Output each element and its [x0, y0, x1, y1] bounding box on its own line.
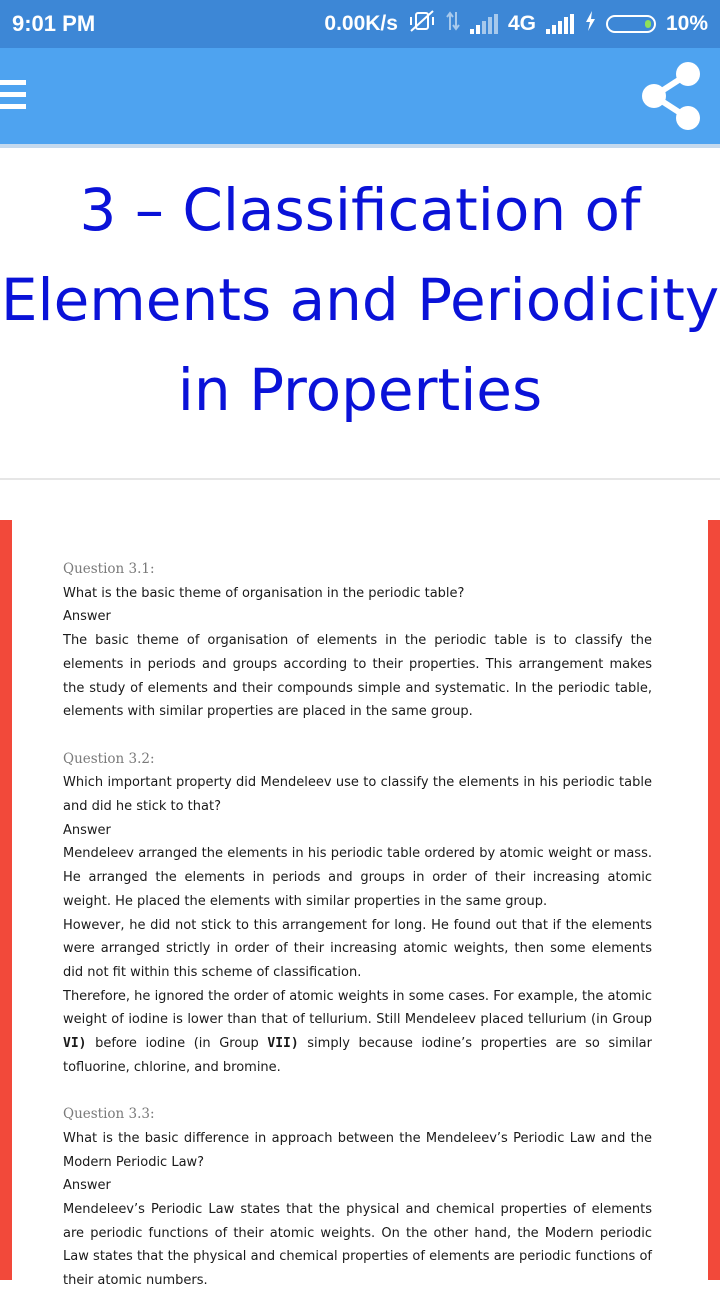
question-block-2 [63, 748, 652, 1080]
question-text: What is the basic difference in approach between the Mendeleev’s Periodic Law and the Modern Periodic Law? [63, 1130, 652, 1170]
question-text: Which important property did Mendeleev use to classify the elements in his periodic table and did he stick to that? [63, 775, 652, 815]
answer-text-part: simply because iodine’s properties are so similar tofluorine, chlorine, and bromine. [63, 1036, 652, 1075]
title-line-1: 3 – Classification of [79, 176, 641, 244]
net-speed: 0.00K/s [324, 12, 398, 35]
battery-icon [606, 15, 656, 33]
status-icons [324, 11, 708, 37]
document-right-edge [708, 520, 720, 1280]
answer-paragraph: However, he did not stick to this arrangement for long. He found out that if the elements were arranged strictly in order of their increasing atomic weights, then some elements did not fit within this scheme of classification. [63, 917, 652, 980]
share-icon[interactable] [636, 60, 706, 132]
answer-text: Mendeleev’s Periodic Law states that the physical and chemical properties of elements are periodic functions of their atomic weights. On the other hand, the Modern periodic Law states that the physical and chemical properties of elements are periodic functions of their atomic numbers. [63, 1201, 652, 1289]
answer-label: Answer [63, 1178, 111, 1194]
network-type: 4G [507, 12, 536, 35]
document-left-edge [0, 520, 12, 1280]
app-bar [0, 48, 720, 144]
document-page [63, 558, 652, 1316]
question-text: What is the basic theme of organisation in the periodic table? [63, 585, 465, 601]
question-heading: Question 3.3: [63, 1106, 155, 1123]
answer-label: Answer [63, 609, 111, 625]
menu-icon[interactable] [0, 80, 26, 110]
app-bar-divider [0, 144, 720, 148]
title-line-3: in Properties [177, 356, 543, 424]
page-title [0, 165, 720, 435]
answer-paragraph [63, 985, 652, 1080]
question-block-3 [63, 1103, 652, 1293]
status-time: 9:01 PM [12, 11, 96, 36]
group-label: VI) [63, 1036, 87, 1052]
document-viewer[interactable] [0, 520, 720, 1289]
mute-vibrate-icon [408, 9, 436, 39]
question-heading: Question 3.1: [63, 561, 155, 577]
answer-text: The basic theme of organisation of elements in the periodic table is to classify the elements in periods and groups according to their properties. This arrangement makes the study of elements and their compounds simple and systematic. In the periodic table, elements with similar properties are placed in the same group. [63, 633, 652, 720]
question-heading: Question 3.2: [63, 750, 155, 767]
signal-4g-icon [546, 14, 574, 34]
title-line-2: Elements and Periodicity [0, 266, 720, 334]
status-bar [0, 0, 720, 48]
answer-text-part: Therefore, he ignored the order of atomic weights in some cases. For example, the atomic weight of iodine is lower than that of tellurium. Still Mendeleev placed tellurium (in Group [63, 988, 652, 1028]
charging-bolt-icon [584, 10, 596, 38]
question-block-1 [63, 558, 652, 724]
answer-paragraph: Mendeleev arranged the elements in his periodic table ordered by atomic weight or mass. He arranged the elements in periods and groups in order of their increasing atomic weight. He placed the elements with similar properties in the same group. [63, 846, 652, 909]
battery-percent: 10% [665, 12, 708, 35]
signal-weak-icon [470, 14, 498, 34]
answer-text-part: before iodine (in Group [86, 1036, 268, 1052]
answer-label: Answer [63, 822, 111, 838]
data-arrows-icon [446, 10, 460, 38]
group-label: VII) [267, 1036, 299, 1052]
title-divider [0, 478, 720, 480]
